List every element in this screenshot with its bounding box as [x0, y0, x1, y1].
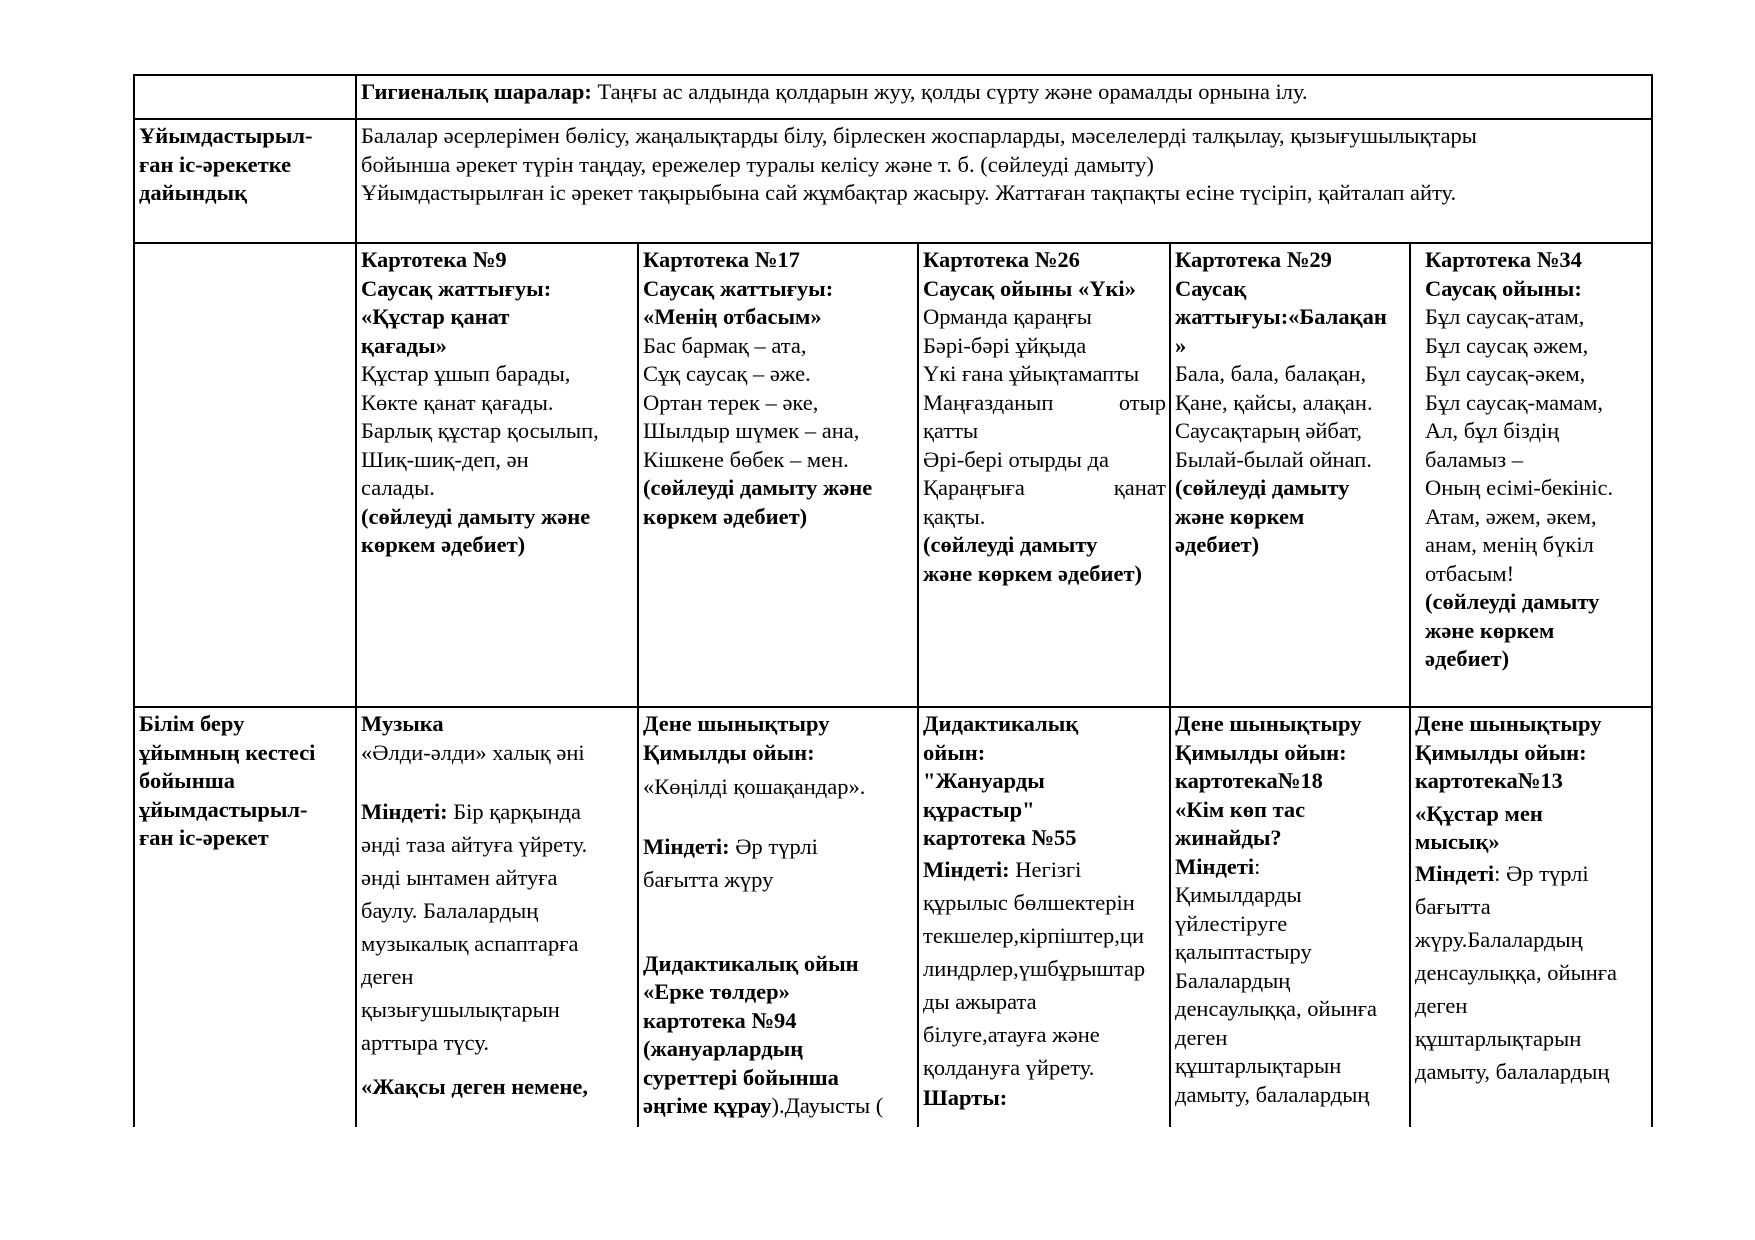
activity-game-label: Қимылды ойын:	[643, 739, 815, 765]
card-verse-line: қақты.	[923, 503, 986, 529]
card-verse-line: қатты	[923, 418, 979, 443]
preparation-label-line: дайындық	[139, 180, 248, 205]
card-verse-line: Орманда қараңғы	[923, 304, 1092, 329]
task-line: текшелер,кірпіштер,ци	[923, 922, 1144, 948]
card-verse-line: Әрі-бері отырды да	[923, 446, 1109, 472]
activity-label-line: Білім беру	[139, 711, 245, 736]
task-line: деген	[361, 964, 414, 989]
card-verse-line: Былай-былай ойнап.	[1175, 446, 1372, 472]
didactic-line: суреттері бойынша	[643, 1064, 839, 1090]
preparation-text-line: Балалар әсерлерімен бөлісу, жаңалықтарды білу, бірлескен жоспарларды, мәселелерді талқылау, қызығушылықтары	[361, 123, 1477, 148]
table-row-organized-activity	[134, 707, 1652, 1127]
card-verse-line: баламыз –	[1425, 446, 1523, 472]
task-line: құштарлықтарын	[1175, 1053, 1342, 1078]
card-verse-line: Үкі ғана ұйықтамапты	[923, 361, 1140, 386]
task-line: үйлестіруге	[1175, 910, 1288, 936]
task-label: Міндеті:	[923, 856, 1010, 882]
task-line: қалыптастыру	[1175, 939, 1312, 964]
card-title: Картотека №26	[923, 247, 1080, 272]
didactic-line: картотека №94	[643, 1007, 797, 1033]
card-subtitle: Саусақ ойыны:	[1425, 275, 1582, 301]
organized-activity-label-cell	[134, 707, 356, 1127]
activity-title-line: «Кім көп тас	[1175, 796, 1306, 822]
task-line: деген	[1415, 992, 1468, 1018]
card-name: қағады»	[361, 332, 447, 358]
card-area: және көркем әдебиет)	[923, 560, 1143, 586]
table-row-hygiene	[134, 75, 1652, 119]
task-line: Қимылдарды	[1175, 882, 1302, 907]
card-verse-line: салады.	[361, 475, 435, 500]
activity-label-line: ған іс-әрекет	[139, 825, 269, 850]
activity-task	[923, 853, 1166, 1084]
task-line: бағытта жүру	[643, 866, 774, 892]
card-verse-line: Бұл саусақ-мамам,	[1425, 389, 1604, 415]
activity-title-line: Қимылды ойын:	[1175, 739, 1347, 765]
card-verse-line: Сұқ саусақ – әже.	[643, 361, 811, 386]
task-line: әнді ынтамен айтуға	[361, 865, 558, 890]
card-verse-line: анам, менің бүкіл	[1425, 532, 1594, 557]
card-area: (сөйлеуді дамыту және	[643, 475, 873, 500]
activity-song-next: «Жақсы деген немене,	[361, 1074, 589, 1099]
task-label: Міндеті	[1175, 853, 1255, 879]
task-line: деген	[1175, 1024, 1228, 1050]
activity-pe-cell-2	[1170, 707, 1410, 1127]
didactic-title-line: картотека №55	[923, 825, 1077, 850]
card-subtitle: Саусақ жаттығуы:	[643, 275, 834, 301]
activity-task	[1415, 857, 1648, 1088]
card-verse-line: Қараңғыға қанат	[923, 475, 1166, 500]
card-area: және көркем	[1425, 617, 1555, 643]
activity-pe-cell	[638, 707, 918, 1127]
task-line: дамыту, балалардың	[1415, 1058, 1610, 1084]
didactic-title-line: "Жануарды	[923, 768, 1045, 793]
task-line: арттыра түсу.	[361, 1030, 489, 1055]
task-line: әнді таза айтуға үйрету.	[361, 832, 588, 857]
finger-games-label-empty	[134, 243, 356, 707]
card-verse-line: отбасым!	[1425, 560, 1515, 586]
task-line: денсаулыққа, ойынға	[1175, 996, 1377, 1021]
task-line: қолдануға үйрету.	[923, 1054, 1095, 1080]
task-line: Балалардың	[1175, 967, 1291, 993]
card-area: әдебиет)	[1425, 646, 1510, 671]
preparation-label-line: Ұйымдастырыл-	[139, 123, 313, 148]
task-line: ды ажырата	[923, 988, 1037, 1014]
didactic-title-line: құрастыр"	[923, 796, 1035, 822]
finger-card-26	[918, 243, 1170, 707]
card-verse-line: Көкте қанат қағады.	[361, 389, 554, 415]
card-verse-line: Оның есімі-бекініс.	[1425, 475, 1614, 500]
activity-label-line: ұйымдастырыл-	[139, 796, 308, 822]
task-colon: :	[1254, 853, 1261, 879]
card-verse-line: Қане, қайсы, алақан.	[1175, 389, 1373, 415]
activity-title-line: «Құстар мен	[1415, 800, 1543, 826]
finger-card-9	[356, 243, 638, 707]
task-line: денсаулыққа, ойынға	[1415, 959, 1617, 985]
row-label-empty	[134, 75, 356, 119]
card-verse-line: Бас бармақ – ата,	[643, 332, 807, 358]
task-line: Әр түрлі	[729, 833, 818, 859]
activity-title-line: Қимылды ойын:	[1415, 739, 1587, 765]
card-name: «Менің отбасым»	[643, 304, 822, 329]
card-area: (сөйлеуді дамыту	[1175, 475, 1350, 500]
preparation-label-cell	[134, 119, 356, 243]
didactic-line: «Ерке төлдер»	[643, 979, 790, 1004]
card-subtitle: жаттығуы:«Балақан	[1175, 304, 1387, 329]
finger-card-29	[1170, 243, 1410, 707]
hygiene-label: Гигиеналық шаралар:	[361, 79, 592, 104]
card-verse-line: Бәрі-бәрі ұйқыда	[923, 332, 1087, 358]
card-verse-line: Ал, бұл біздің	[1425, 418, 1560, 443]
didactic-tail: ).Дауысты (	[771, 1093, 884, 1118]
card-area: әдебиет)	[1175, 532, 1260, 557]
card-verse-line: Ортан терек – әке,	[643, 389, 819, 415]
hygiene-cell	[356, 75, 1652, 119]
card-title: Картотека №17	[643, 247, 800, 272]
task-label: Міндеті:	[643, 833, 730, 859]
task-label: Міндеті	[1415, 860, 1495, 886]
card-subtitle: »	[1175, 332, 1187, 358]
task-line: дамыту, балалардың	[1175, 1081, 1370, 1107]
card-verse-line: Бұл саусақ-атам,	[1425, 304, 1585, 329]
preparation-label-line: ған іс-әрекетке	[139, 151, 292, 177]
didactic-title-line: Дидактикалық	[923, 711, 1079, 736]
task-line: баулу. Балалардың	[361, 898, 539, 923]
preparation-text-line: Ұйымдастырылған іс әрекет тақырыбына сай жұмбақтар жасыру. Жаттаған тақпақты есіне түсіріп, қайталап айту.	[361, 180, 1457, 205]
task-line: : Әр түрлі	[1494, 860, 1589, 886]
preparation-text-line: бойынша әрекет түрін таңдау, ережелер туралы келісу және т. б. (сөйлеуді дамыту)	[361, 151, 1154, 177]
card-verse-line: Бұл саусақ-әкем,	[1425, 361, 1586, 386]
task-line: музыкалық аспаптарға	[361, 931, 579, 956]
task-line: құштарлықтарын	[1415, 1025, 1582, 1051]
card-verse-line: Бұл саусақ әжем,	[1425, 332, 1589, 358]
finger-card-34	[1410, 243, 1652, 707]
task-line: линдрлер,үшбұрыштар	[923, 955, 1146, 981]
card-title: Картотека №9	[361, 247, 507, 272]
activity-title-line: Дене шынықтыру	[1175, 711, 1362, 736]
card-area: көркем әдебиет)	[361, 532, 526, 557]
activity-title-line: мысық»	[1415, 829, 1500, 854]
activity-game-name: «Көңілді қошақандар».	[643, 774, 866, 799]
table-row-finger-games	[134, 243, 1652, 707]
activity-title-line: картотека№13	[1415, 768, 1563, 793]
preparation-text-cell	[356, 119, 1652, 243]
activity-title-line: жинайды?	[1175, 825, 1282, 850]
task-line: қызығушылықтарын	[361, 997, 560, 1022]
task-line: жүру.Балалардың	[1415, 926, 1583, 952]
didactic-line: әңгіме құрау	[643, 1093, 772, 1118]
activity-didactic-cell	[918, 707, 1170, 1127]
card-verse-line: Шиқ-шиқ-деп, ән	[361, 446, 529, 472]
activity-label-line: бойынша	[139, 768, 235, 793]
daily-plan-table	[133, 74, 1653, 1127]
game-condition-label: Шарты:	[923, 1084, 1008, 1110]
activity-song: «Әлди-әлди» халық әні	[361, 739, 585, 765]
card-verse-line: Бала, бала, балақан,	[1175, 361, 1367, 386]
card-verse-line: Маңғазданып отыр	[923, 389, 1166, 415]
card-area: (сөйлеуді дамыту	[923, 532, 1098, 557]
task-line: құрылыс бөлшектерін	[923, 889, 1135, 915]
card-verse-line: Барлық құстар қосылып,	[361, 418, 599, 443]
task-line: Негізгі	[1009, 856, 1082, 882]
card-area: (сөйлеуді дамыту	[1425, 589, 1600, 614]
card-area: көркем әдебиет)	[643, 503, 808, 529]
activity-task	[643, 830, 914, 896]
task-label: Міндеті:	[361, 799, 448, 824]
activity-title-line: Дене шынықтыру	[1415, 711, 1602, 736]
activity-label-line: ұйымның кестесі	[139, 739, 316, 765]
card-verse-line: Саусақтарың әйбат,	[1175, 418, 1363, 443]
card-verse-line: Кішкене бөбек – мен.	[643, 446, 849, 472]
card-verse-line: Құстар ұшып барады,	[361, 361, 571, 386]
activity-music-cell	[356, 707, 638, 1127]
card-title: Картотека №34	[1425, 247, 1582, 272]
table-row-preparation	[134, 119, 1652, 243]
card-title: Картотека №29	[1175, 247, 1332, 272]
card-name: «Құстар қанат	[361, 304, 510, 329]
finger-card-17	[638, 243, 918, 707]
didactic-line: (жануарлардың	[643, 1036, 804, 1061]
card-area: және көркем	[1175, 503, 1305, 529]
activity-title: Дене шынықтыру	[643, 711, 830, 736]
task-line: білуге,атауға және	[923, 1021, 1100, 1047]
card-subtitle: Саусақ жаттығуы:	[361, 275, 552, 301]
activity-pe-cell-3	[1410, 707, 1652, 1127]
didactic-line: Дидактикалық ойын	[643, 950, 859, 976]
card-verse-line: Шылдыр шүмек – ана,	[643, 418, 860, 443]
hygiene-text: Таңғы ас алдында қолдарын жуу, қолды сүрту және орамалды орнына ілу.	[591, 79, 1308, 104]
card-subtitle: Саусақ	[1175, 275, 1247, 301]
card-verse-line: Атам, әжем, әкем,	[1425, 503, 1597, 529]
didactic-title-line: ойын:	[923, 739, 986, 765]
activity-title: Музыка	[361, 711, 444, 736]
card-area: (сөйлеуді дамыту және	[361, 503, 591, 529]
card-subtitle: Саусақ ойыны «Үкі»	[923, 275, 1136, 301]
activity-task	[361, 795, 634, 1059]
task-line: Бір қарқында	[447, 799, 581, 824]
task-line: бағытта	[1415, 893, 1491, 919]
activity-title-line: картотека№18	[1175, 768, 1323, 793]
